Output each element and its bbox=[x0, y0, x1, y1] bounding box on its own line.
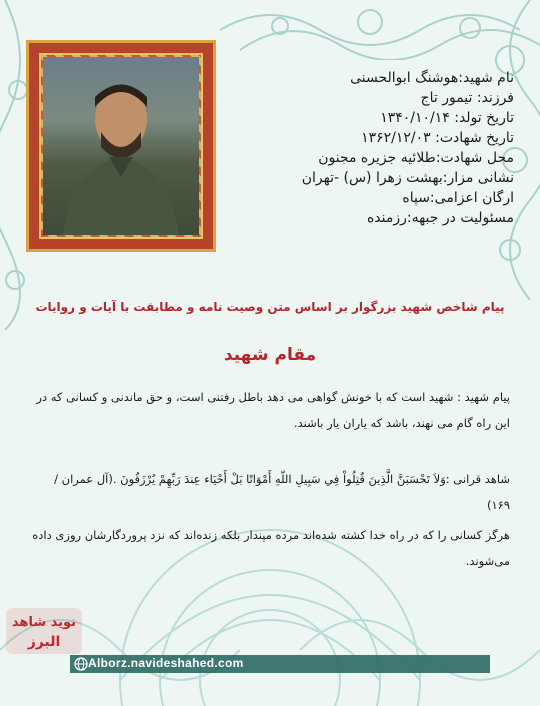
quran-verse-paragraph: شاهد قرانی :وَلاَ تَحْسَبَنَّ الَّذِينَ قُتِلُواْ فِي سَبِيلِ اللّهِ أَمْوَاتًا بَلْ أَحْيَاء عِندَ رَبِّهِمْ يُرْزَقُونَ .(آل عمران / ۱۶۹) bbox=[54, 472, 510, 512]
martyr-martyrdom-place: محل شهادت:طلائیه جزیره مجنون bbox=[318, 150, 514, 166]
svg-text:نوید شاهد: نوید شاهد bbox=[11, 615, 77, 630]
martyr-front-role: مسئولیت در جبهه:رزمنده bbox=[366, 210, 514, 226]
martyr-message-paragraph: پیام شهید : شهید است که با خونش گواهی می دهد باطل رفتنی است، و حق ماندنی و کسانی که در این راه گام می نهند، باشد که یاران یار باشند. bbox=[36, 390, 510, 430]
martyr-martyrdom-date: تاریخ شهادت: ۱۳۶۲/۱۲/۰۳ bbox=[361, 130, 514, 146]
martyr-burial-place: نشانی مزار:بهشت زهرا (س) -تهران bbox=[301, 170, 514, 186]
navideshahed-alborz-logo bbox=[4, 600, 84, 660]
verse-translation-paragraph: هرگز کسانی را که در راه خدا کشته شده‌اند مرده مپندار بلکه زنده‌اند که نزد پروردگارشان روزی داده می‌شوند. bbox=[32, 528, 510, 568]
svg-text:البرز: البرز bbox=[27, 634, 61, 650]
martyr-birth-date: تاریخ تولد: ۱۳۴۰/۱۰/۱۴ bbox=[380, 110, 514, 126]
arabesque-ornament-top-right bbox=[210, 0, 540, 60]
section-title: مقام شهید bbox=[223, 345, 317, 365]
portrait-frame bbox=[26, 40, 216, 252]
martyr-father: فرزند: تیمور تاج bbox=[420, 90, 514, 106]
website-url[interactable]: Alborz.navideshahed.com bbox=[88, 656, 244, 670]
martyr-name: نام شهید:هوشنگ ابوالحسنی bbox=[350, 70, 514, 86]
martyr-dispatch-organ: ارگان اعزامی:سپاه bbox=[402, 190, 514, 206]
martyr-info bbox=[230, 68, 514, 228]
message-headline: پیام شاخص شهید بزرگوار بر اساس متن وصیت نامه و مطابقت با آیات و روایات bbox=[35, 300, 505, 314]
martyr-portrait-photo bbox=[43, 57, 199, 235]
